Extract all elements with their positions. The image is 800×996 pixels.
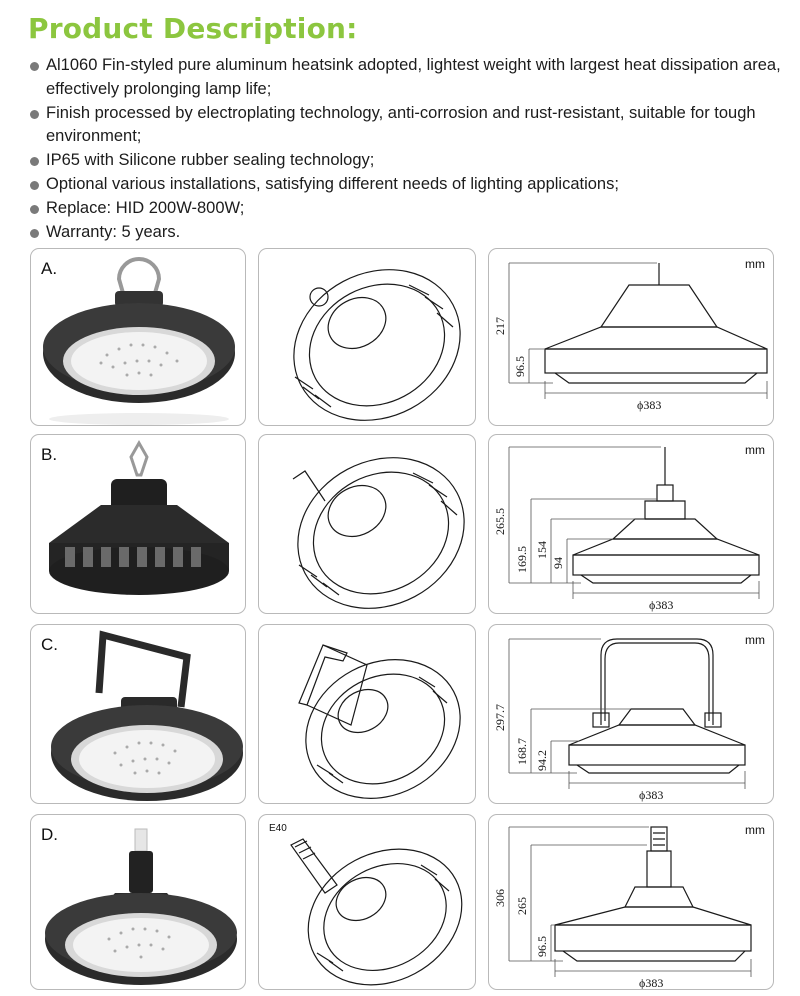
height-dimension-label: 265.5: [493, 508, 507, 535]
drawing-panel-d: [258, 814, 476, 990]
socket-label: E40: [269, 823, 287, 834]
feature-list: [28, 54, 788, 244]
feature-item: [28, 149, 788, 173]
height-dimension-label: 154: [535, 541, 549, 559]
variant-label-c: C.: [41, 635, 58, 654]
page-title: Product Description:: [28, 12, 358, 45]
bullet-icon: [30, 110, 39, 119]
height-dimension-label: 306: [493, 889, 507, 907]
lamp-photo-d: [31, 815, 246, 990]
bullet-icon: [30, 62, 39, 71]
lamp-line-drawing-a: [259, 249, 476, 426]
height-dimension-label: 96.5: [513, 356, 527, 377]
photo-panel-d: [30, 814, 246, 990]
dimension-drawing-a: [489, 249, 774, 426]
bullet-icon: [30, 229, 39, 238]
bullet-icon: [30, 205, 39, 214]
drawing-panel-a: [258, 248, 476, 426]
variant-label-b: B.: [41, 445, 58, 464]
lamp-line-drawing-b: [259, 435, 476, 614]
height-dimension-label: 297.7: [493, 704, 507, 731]
height-dimension-label: 265: [515, 897, 529, 915]
feature-item: [28, 54, 788, 102]
feature-item: [28, 197, 788, 221]
dimension-drawing-b: [489, 435, 774, 614]
lamp-line-drawing-c: [259, 625, 476, 804]
unit-label: mm: [745, 257, 765, 271]
diameter-dimension-label: ϕ383: [639, 976, 664, 990]
feature-item: [28, 102, 788, 150]
height-dimension-label: 96.5: [535, 936, 549, 957]
variant-label-a: A.: [41, 259, 58, 278]
height-dimension-label: 94.2: [535, 750, 549, 771]
variant-label-d: D.: [41, 825, 58, 844]
feature-text: Replace: HID 200W-800W;: [46, 198, 245, 217]
dimension-panel-c: [488, 624, 774, 804]
feature-text: Warranty: 5 years.: [46, 222, 181, 241]
feature-item: [28, 173, 788, 197]
unit-label: mm: [745, 443, 765, 457]
diameter-dimension-label: ϕ383: [649, 598, 674, 612]
drawing-panel-c: [258, 624, 476, 804]
feature-text: Al1060 Fin-styled pure aluminum heatsink adopted, lightest weight with largest heat dissipation area, effectively prolonging lamp life;: [46, 56, 781, 98]
height-dimension-label: 217: [493, 317, 507, 335]
feature-item: [28, 221, 788, 245]
feature-text: Optional various installations, satisfying different needs of lighting applications;: [46, 174, 619, 193]
feature-text: IP65 with Silicone rubber sealing technology;: [46, 151, 375, 170]
unit-label: mm: [745, 633, 765, 647]
photo-panel-b: [30, 434, 246, 614]
dimension-panel-a: [488, 248, 774, 426]
dimension-panel-b: [488, 434, 774, 614]
lamp-photo-a: [31, 249, 246, 426]
height-dimension-label: 169.5: [515, 546, 529, 573]
drawing-panel-b: [258, 434, 476, 614]
lamp-line-drawing-d: [259, 815, 476, 990]
dimension-panel-d: [488, 814, 774, 990]
diameter-dimension-label: ϕ383: [637, 398, 662, 412]
dimension-drawing-c: [489, 625, 774, 804]
photo-panel-c: [30, 624, 246, 804]
height-dimension-label: 168.7: [515, 738, 529, 765]
lamp-photo-c: [31, 625, 246, 804]
photo-panel-a: [30, 248, 246, 426]
bullet-icon: [30, 181, 39, 190]
dimension-drawing-d: [489, 815, 774, 990]
feature-text: Finish processed by electroplating technology, anti-corrosion and rust-resistant, suitable for tough environment;: [46, 103, 756, 146]
diameter-dimension-label: ϕ383: [639, 788, 664, 802]
unit-label: mm: [745, 823, 765, 837]
lamp-photo-b: [31, 435, 246, 614]
bullet-icon: [30, 157, 39, 166]
height-dimension-label: 94: [551, 557, 565, 569]
